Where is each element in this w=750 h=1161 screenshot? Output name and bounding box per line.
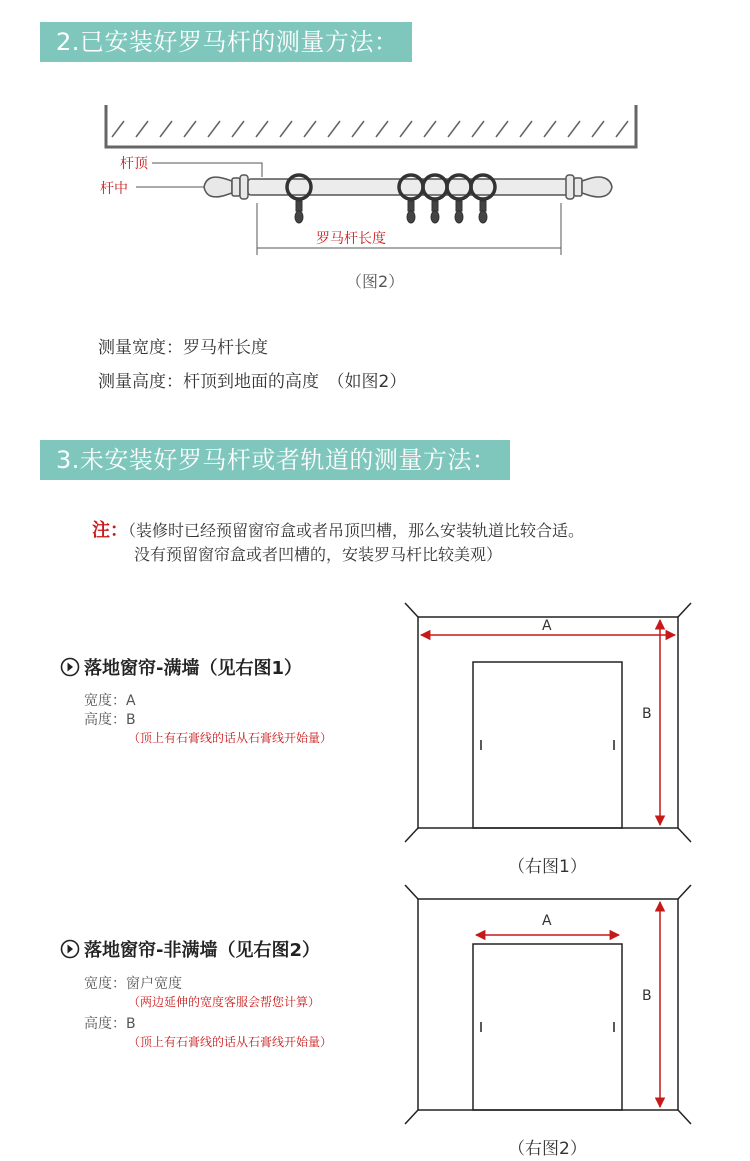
- figure1-diagram: [0, 595, 750, 850]
- measure-width-text: 测量宽度：罗马杆长度: [98, 338, 268, 358]
- figure2-caption: （右图2）: [508, 1139, 587, 1159]
- case2-height-note: （顶上有石膏线的话从石膏线开始量）: [128, 1035, 333, 1049]
- rod-top-label: 杆顶: [120, 156, 148, 172]
- figure2-caption: （图2）: [346, 272, 405, 291]
- case1-height-value: B: [126, 712, 136, 728]
- section3-title: 3.未安装好罗马杆或者轨道的测量方法：: [56, 446, 497, 474]
- ceiling: [106, 105, 636, 147]
- case2-width-value: 窗户宽度: [126, 976, 182, 992]
- case1-width-label: 宽度：: [84, 693, 126, 709]
- case1-width-value: A: [126, 693, 136, 709]
- figure2-diagram: [0, 877, 750, 1132]
- note-line2: 没有预留窗帘盒或者凹槽的，安装罗马杆比较美观）: [134, 545, 503, 564]
- section2-banner: [40, 22, 412, 62]
- rod-length-label: 罗马杆长度: [316, 231, 386, 247]
- figure1-caption: （右图1）: [508, 857, 587, 877]
- case2-width-label: 宽度：: [84, 976, 126, 992]
- case2-height-label: 高度：: [84, 1016, 126, 1032]
- measure-height-text: 测量高度：杆顶到地面的高度 （如图2）: [98, 372, 407, 392]
- case2-title: 落地窗帘-非满墙（见右图2）: [84, 940, 320, 961]
- section2-title: 2.已安装好罗马杆的测量方法：: [56, 28, 399, 56]
- roman-rod: [204, 175, 612, 199]
- case1-height-note: （顶上有石膏线的话从石膏线开始量）: [128, 731, 333, 745]
- note-label: 注：: [92, 520, 128, 541]
- note-line1: （装修时已经预留窗帘盒或者吊顶凹槽，那么安装轨道比较合适。: [128, 521, 585, 540]
- case1-title: 落地窗帘-满墙（见右图1）: [84, 658, 302, 679]
- ring-clips: [295, 201, 487, 223]
- case2-width-note: （两边延伸的宽度客服会帮您计算）: [128, 995, 321, 1009]
- fig1-b-label: B: [642, 706, 652, 722]
- fig2-b-label: B: [642, 988, 652, 1004]
- note-block: [92, 516, 584, 542]
- case2-height-value: B: [126, 1016, 136, 1032]
- fig1-a-label: A: [542, 618, 552, 634]
- rod-middle-label: 杆中: [100, 181, 128, 197]
- fig2-a-label: A: [542, 913, 552, 929]
- case1-height-label: 高度：: [84, 712, 126, 728]
- section3-banner: [40, 440, 510, 480]
